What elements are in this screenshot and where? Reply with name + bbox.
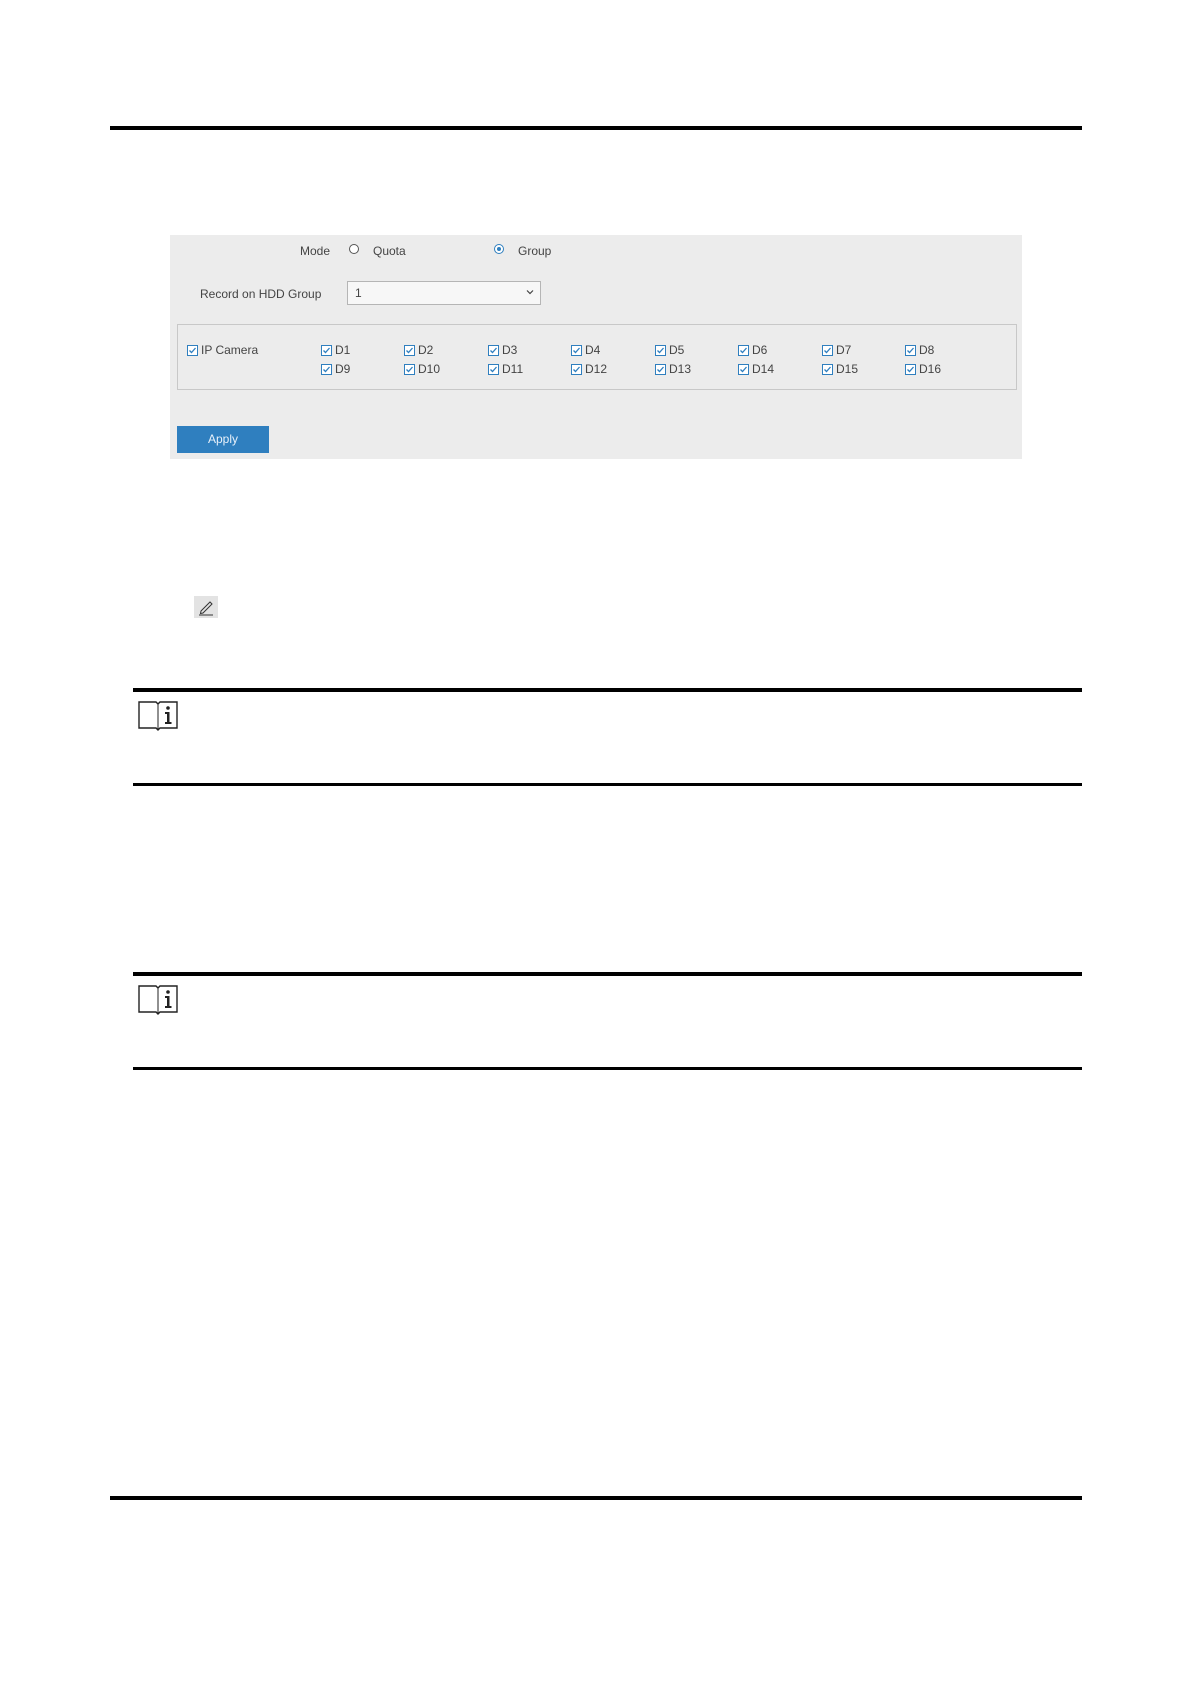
header-rule <box>110 126 1082 130</box>
check-icon <box>188 346 197 355</box>
quota-radio[interactable] <box>349 244 359 254</box>
camera-checkbox[interactable] <box>738 364 749 375</box>
footer-rule <box>110 1496 1082 1500</box>
camera-checkbox[interactable] <box>822 364 833 375</box>
camera-checkbox[interactable] <box>488 345 499 356</box>
mode-label: Mode <box>300 244 331 258</box>
camera-checkbox-label[interactable]: D2 <box>418 343 434 357</box>
camera-checkbox[interactable] <box>738 345 749 356</box>
check-icon <box>489 365 498 374</box>
camera-checkbox[interactable] <box>655 345 666 356</box>
ip-camera-label[interactable]: IP Camera <box>201 343 259 357</box>
camera-checkbox[interactable] <box>905 364 916 375</box>
check-icon <box>489 346 498 355</box>
camera-checkbox-label[interactable]: D12 <box>585 362 608 376</box>
camera-checkbox-label[interactable]: D9 <box>335 362 351 376</box>
note-bottom-rule <box>133 1067 1082 1070</box>
camera-checkbox-label[interactable]: D13 <box>669 362 692 376</box>
check-icon <box>823 346 832 355</box>
camera-checkbox[interactable] <box>822 345 833 356</box>
camera-checkbox[interactable] <box>905 345 916 356</box>
camera-checkbox-label[interactable]: D7 <box>836 343 852 357</box>
hdd-group-value: 1 <box>355 286 362 300</box>
camera-checkbox-label[interactable]: D10 <box>418 362 441 376</box>
check-icon <box>405 346 414 355</box>
camera-checkbox[interactable] <box>571 345 582 356</box>
check-icon <box>572 346 581 355</box>
camera-checkbox-label[interactable]: D14 <box>752 362 775 376</box>
camera-checkbox-label[interactable]: D6 <box>752 343 768 357</box>
group-radio-label[interactable]: Group <box>518 244 552 258</box>
camera-checkbox-label[interactable]: D16 <box>919 362 942 376</box>
camera-checkbox[interactable] <box>655 364 666 375</box>
camera-checkbox-label[interactable]: D5 <box>669 343 685 357</box>
info-book-icon <box>137 982 179 1015</box>
hdd-group-label: Record on HDD Group <box>200 287 322 301</box>
camera-checkbox-label[interactable]: D3 <box>502 343 518 357</box>
pencil-icon <box>194 596 218 618</box>
camera-checkbox[interactable] <box>404 345 415 356</box>
check-icon <box>739 365 748 374</box>
info-book-icon <box>137 698 179 731</box>
apply-button[interactable]: Apply <box>177 426 269 453</box>
hdd-group-settings-panel <box>170 235 1022 459</box>
group-radio[interactable] <box>494 244 504 254</box>
note-top-rule <box>133 688 1082 692</box>
camera-checkbox-label[interactable]: D8 <box>919 343 935 357</box>
camera-checkbox-label[interactable]: D1 <box>335 343 351 357</box>
camera-selection-box <box>177 324 1017 390</box>
camera-checkbox-label[interactable]: D4 <box>585 343 601 357</box>
check-icon <box>322 365 331 374</box>
check-icon <box>823 365 832 374</box>
note-top-rule <box>133 972 1082 976</box>
check-icon <box>322 346 331 355</box>
check-icon <box>572 365 581 374</box>
camera-checkbox[interactable] <box>321 364 332 375</box>
chevron-down-icon <box>526 288 534 296</box>
camera-checkbox[interactable] <box>404 364 415 375</box>
check-icon <box>906 346 915 355</box>
check-icon <box>405 365 414 374</box>
quota-radio-label[interactable]: Quota <box>373 244 406 258</box>
check-icon <box>739 346 748 355</box>
camera-checkbox[interactable] <box>321 345 332 356</box>
camera-checkbox[interactable] <box>571 364 582 375</box>
ip-camera-checkbox[interactable] <box>187 345 198 356</box>
camera-checkbox[interactable] <box>488 364 499 375</box>
camera-checkbox-label[interactable]: D11 <box>502 362 524 376</box>
camera-checkbox-label[interactable]: D15 <box>836 362 859 376</box>
check-icon <box>656 365 665 374</box>
check-icon <box>906 365 915 374</box>
note-bottom-rule <box>133 783 1082 786</box>
check-icon <box>656 346 665 355</box>
hdd-group-select[interactable] <box>347 281 541 305</box>
